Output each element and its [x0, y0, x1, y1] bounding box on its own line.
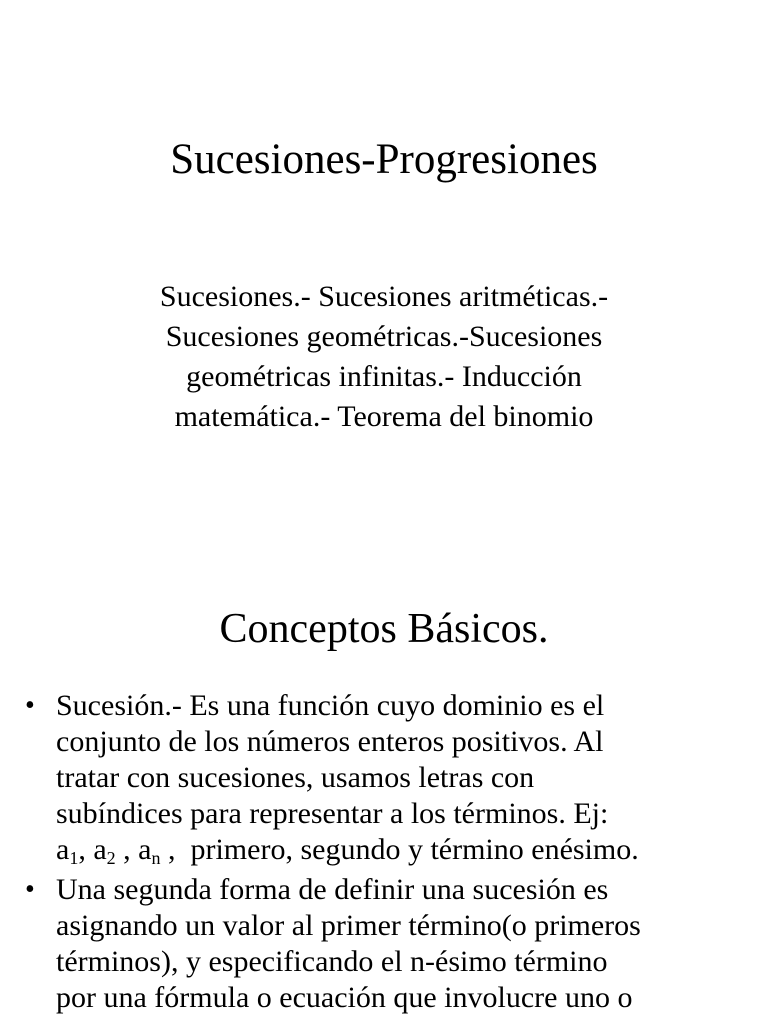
bullet-line: Sucesión.- Es una función cuyo dominio es el	[56, 689, 605, 722]
slide-subtitle	[110, 277, 658, 437]
bullet-line: tratar con sucesiones, usamos letras con	[56, 761, 535, 794]
bullet-line: subíndices para representar a los términos. Ej:	[56, 797, 609, 830]
bullet-line: conjunto de los números enteros positivos. Al	[56, 725, 604, 758]
bullet-icon: •	[25, 874, 35, 905]
terms-line: $a_1$, $a_2$ , $a_n$ , primero, segundo y término enésimo.	[56, 833, 639, 868]
bullet-line: Una segunda forma de definir una sucesión es	[56, 873, 609, 906]
bullet-item-segunda-forma	[0, 872, 768, 1016]
subtitle-line: geométricas infinitas.- Inducción	[186, 360, 582, 393]
term-a1: $a_1$	[56, 833, 79, 868]
section-title: Conceptos Básicos.	[219, 606, 549, 652]
term-a2: $a_2$	[93, 833, 116, 868]
bullet-item-sucesion	[0, 688, 768, 868]
subtitle-line: matemática.- Teorema del binomio	[174, 400, 594, 433]
subtitle-line: Sucesiones geométricas.-Sucesiones	[165, 320, 603, 353]
slide-title: Sucesiones-Progresiones	[170, 136, 598, 183]
bullet-line: términos), y especificando el n-ésimo término	[56, 945, 608, 978]
bullet-icon: •	[25, 690, 35, 721]
terms-description: primero, segundo y término enésimo.	[175, 833, 639, 866]
subtitle-line: Sucesiones.- Sucesiones aritméticas.-	[159, 280, 609, 313]
bullet-line: por una fórmula o ecuación que involucre uno o	[56, 981, 633, 1014]
concepts-bullet-list	[0, 688, 768, 1020]
bullet-line: asignando un valor al primer término(o primeros	[56, 909, 641, 942]
term-an: $a_n$	[138, 833, 161, 868]
